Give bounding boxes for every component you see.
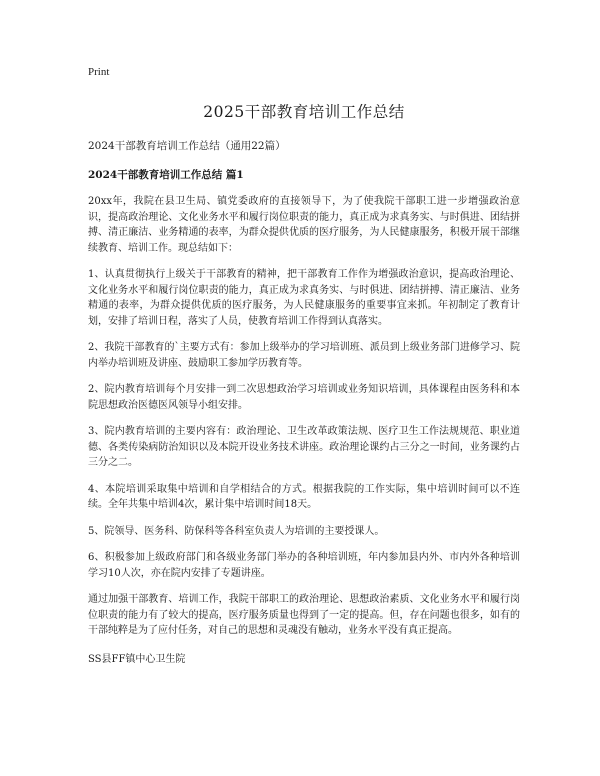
print-link[interactable]: Print (88, 66, 110, 78)
document-page (88, 60, 520, 665)
paragraph-item-4: 4、本院培训采取集中培训和自学相结合的方式。根据我院的工作实际，集中培训时间可以不连续。全年共集中培训4次，累计集中培训时间18天。 (88, 483, 520, 510)
paragraph-item-1: 1、认真贯彻执行上级关于干部教育的精神，把干部教育工作作为增强政治意识，提高政治理论、文化业务水平和履行岗位职责的能力，真正成为求真务实、与时俱进、团结拼搏、清正廉洁、业务精通的表率，为群众提供优质的医疗服务，为人民健康服务的重要事宜来抓。年初制定了教育计划，安排了培训日程，落实了人员，使教育培训工作得到认真落实。 (88, 269, 520, 327)
section-heading: 2024干部教育培训工作总结 篇1 (88, 169, 244, 181)
paragraph-intro: 20xx年，我院在县卫生局、镇党委政府的直接领导下，为了使我院干部职工进一步增强政治意识，提高政治理论、文化业务水平和履行岗位职责的能力，真正成为求真务实、与时俱进、团结拼搏、清正廉洁、业务精通的表率，为群众提供优质的医疗服务，为人民健康服务，积极开展干部继续教育、培训工作。现总结如下： (88, 196, 520, 254)
paragraph-item-2b: 2、院内教育培训每个月安排一到二次思想政治学习培训或业务知识培训，具体课程由医务科和本院思想政治医德医风领导小组安排。 (88, 384, 520, 411)
page-title: 2025干部教育培训工作总结 (203, 103, 405, 121)
paragraph-item-2a: 2、我院干部教育的`主要方式有：参加上级举办的学习培训班、派员到上级业务部门进修学习、院内举办培训班及讲座、鼓励职工参加学历教育等。 (88, 342, 520, 369)
paragraph-item-5: 5、院领导、医务科、防保科等各科室负责人为培训的主要授课人。 (88, 525, 385, 537)
signature: SS县FF镇中心卫生院 (88, 653, 186, 665)
paragraph-conclusion: 通过加强干部教育、培训工作，我院干部职工的政治理论、思想政治素质、文化业务水平和履行岗位职责的能力有了较大的提高，医疗服务质量也得到了一定的提高。但，存在问题也很多，如有的干部纯粹是为了应付任务，对自己的思想和灵魂没有触动，业务水平没有真正提高。 (88, 594, 520, 636)
document-subtitle: 2024干部教育培训工作总结（通用22篇） (88, 140, 286, 152)
paragraph-item-3: 3、院内教育培训的主要内容有：政治理论、卫生改革政策法规、医疗卫生工作法规规范、职业道德、各类传染病防治知识以及本院开设业务技术讲座。政治理论课约占三分之一时间，业务课约占三分之二。 (88, 426, 520, 468)
paragraph-item-6: 6、积极参加上级政府部门和各级业务部门举办的各种培训班，年内参加县内外、市内外各种培训学习10人次，亦在院内安排了专题讲座。 (88, 552, 520, 579)
